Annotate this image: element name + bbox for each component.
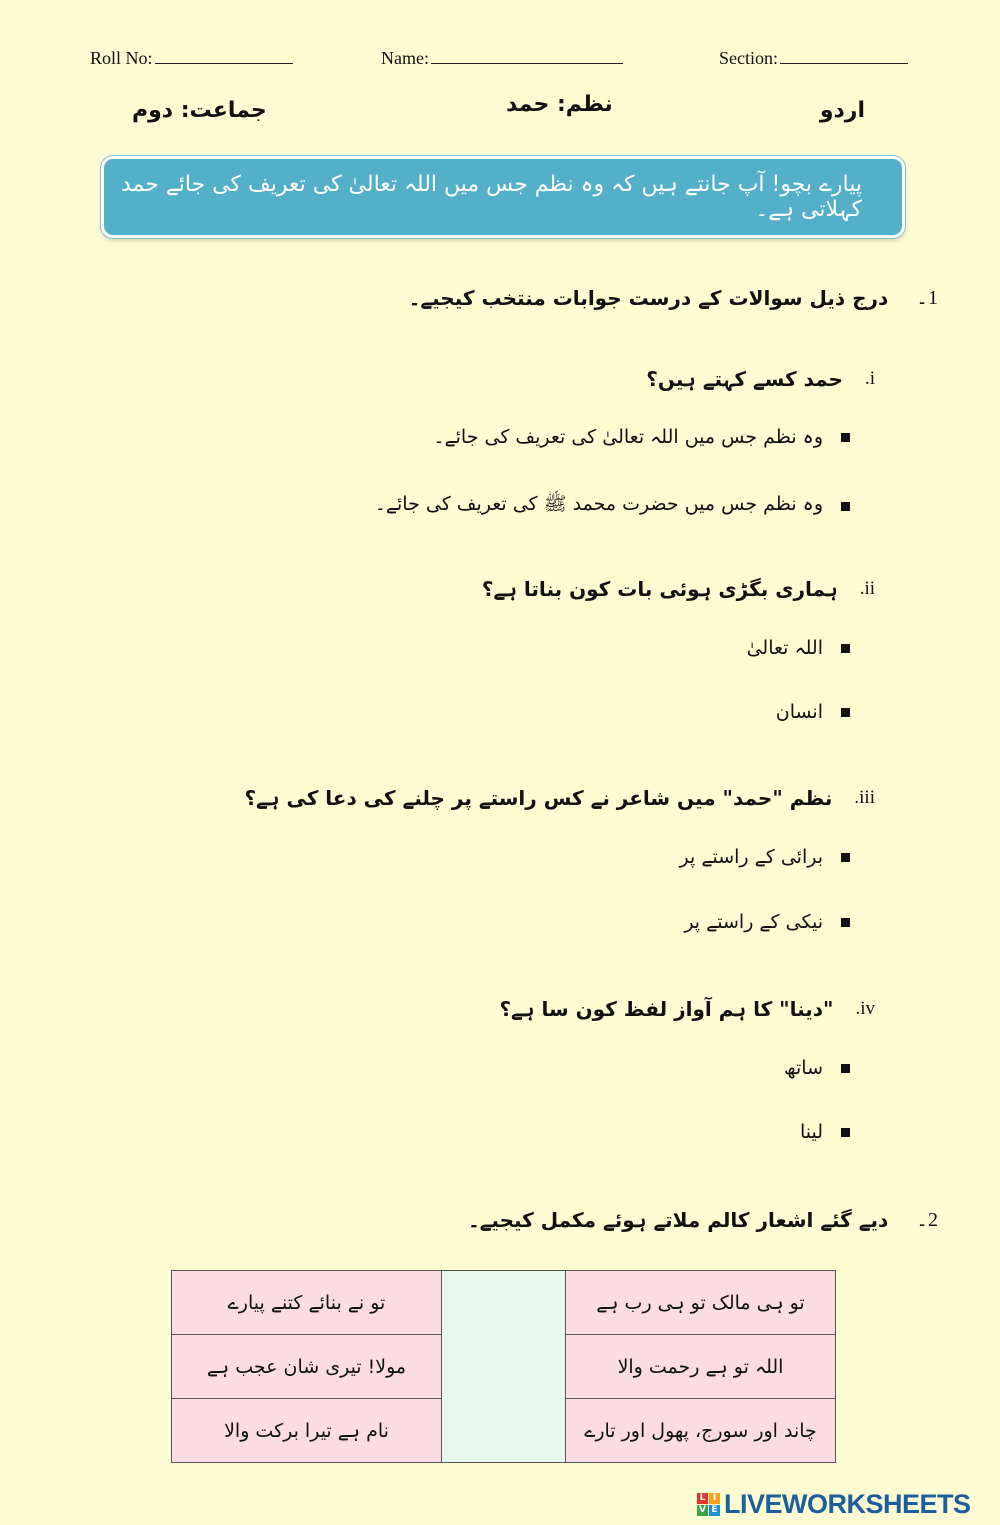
- bullet-icon: [841, 1064, 850, 1073]
- section-field[interactable]: [719, 48, 908, 69]
- section-1-heading: [409, 285, 938, 310]
- liveworksheets-logo: [697, 1489, 971, 1520]
- question-3-option-b[interactable]: [684, 911, 850, 933]
- left-column-cell[interactable]: تو نے بنائے کتنے پیارے: [172, 1271, 442, 1335]
- bullet-icon: [841, 644, 850, 653]
- question-number: iii.: [854, 787, 875, 808]
- option-text[interactable]: وہ نظم جس میں اللہ تعالیٰ کی تعریف کی جائے۔: [433, 426, 823, 448]
- question-4-option-b[interactable]: [800, 1121, 850, 1143]
- question-2: [482, 577, 875, 601]
- option-text[interactable]: نیکی کے راستے پر: [684, 911, 823, 933]
- option-text[interactable]: انسان: [775, 701, 823, 723]
- question-number: ii.: [859, 578, 875, 599]
- worksheet-title: نظم: حمد: [506, 92, 613, 117]
- right-column-cell[interactable]: اللہ تو ہے رحمت والا: [566, 1335, 836, 1399]
- question-1-option-a[interactable]: [433, 426, 850, 448]
- roll-number-label: Roll No:: [90, 48, 153, 68]
- section-blank[interactable]: [780, 49, 908, 64]
- intro-banner: [101, 156, 905, 238]
- question-4-option-a[interactable]: [784, 1057, 850, 1079]
- logo-mark-icon: [697, 1493, 720, 1516]
- option-text[interactable]: برائی کے راستے پر: [679, 846, 823, 868]
- bullet-icon: [841, 918, 850, 927]
- logo-letter: E: [709, 1505, 720, 1516]
- question-number: i.: [864, 368, 875, 389]
- bullet-icon: [841, 502, 850, 511]
- section-1-number: 1۔: [916, 287, 938, 309]
- question-3-option-a[interactable]: [680, 846, 850, 868]
- logo-letter: V: [697, 1505, 708, 1516]
- section-2-heading: [468, 1207, 938, 1232]
- bullet-icon: [841, 853, 850, 862]
- question-number: iv.: [855, 998, 875, 1019]
- roll-number-blank[interactable]: [155, 49, 293, 64]
- option-text[interactable]: ساتھ: [783, 1057, 823, 1079]
- bullet-icon: [841, 708, 850, 717]
- intro-banner-text: پیارے بچو! آپ جانتے ہیں کہ وہ نظم جس میں اللہ تعالیٰ کی تعریف کی جائے حمد کہلاتی ہے۔: [121, 172, 862, 222]
- name-blank[interactable]: [431, 49, 623, 64]
- match-drop-area[interactable]: [442, 1271, 566, 1463]
- question-2-option-b[interactable]: [776, 701, 850, 723]
- roll-number-field[interactable]: [90, 48, 293, 69]
- section-2-number: 2۔: [916, 1209, 938, 1231]
- left-column-cell[interactable]: نام ہے تیرا برکت والا: [172, 1399, 442, 1463]
- bullet-icon: [841, 433, 850, 442]
- logo-letter: L: [697, 1493, 708, 1504]
- left-column-cell[interactable]: مولا! تیری شان عجب ہے: [172, 1335, 442, 1399]
- option-text[interactable]: اللہ تعالیٰ: [746, 637, 823, 659]
- bullet-icon: [841, 1128, 850, 1137]
- question-1: [646, 367, 875, 391]
- option-text[interactable]: لینا: [799, 1121, 823, 1143]
- name-label: Name:: [381, 48, 429, 68]
- question-1-option-b[interactable]: [375, 492, 850, 520]
- logo-letter: I: [709, 1493, 720, 1504]
- right-column-cell[interactable]: چاند اور سورج، پھول اور تارے: [566, 1399, 836, 1463]
- subject-label: اردو: [819, 98, 865, 123]
- logo-text: LIVEWORKSHEETS: [724, 1489, 971, 1519]
- question-4: [499, 997, 875, 1021]
- right-column-cell[interactable]: تو ہی مالک تو ہی رب ہے: [566, 1271, 836, 1335]
- question-3: [244, 786, 875, 810]
- question-text: ہماری بگڑی ہوئی بات کون بناتا ہے؟: [481, 577, 838, 601]
- question-text: "دینا" کا ہم آواز لفظ کون سا ہے؟: [499, 997, 834, 1021]
- match-columns-table: [171, 1270, 836, 1463]
- section-2-instruction: دیے گئے اشعار کالم ملاتے ہوئے مکمل کیجیے۔: [467, 1207, 889, 1232]
- table-row: [172, 1271, 836, 1335]
- class-label: جماعت: دوم: [132, 98, 267, 123]
- section-label: Section:: [719, 48, 778, 68]
- option-text[interactable]: وہ نظم جس میں حضرت محمد ﷺ کی تعریف کی جائے۔: [374, 493, 823, 515]
- question-text: حمد کسے کہتے ہیں؟: [646, 367, 843, 391]
- section-1-instruction: درج ذیل سوالات کے درست جوابات منتخب کیجیے۔: [408, 285, 889, 310]
- name-field[interactable]: [381, 48, 623, 69]
- question-text: نظم "حمد" میں شاعر نے کس راستے پر چلنے کی دعا کی ہے؟: [244, 786, 833, 810]
- question-2-option-a[interactable]: [747, 637, 850, 659]
